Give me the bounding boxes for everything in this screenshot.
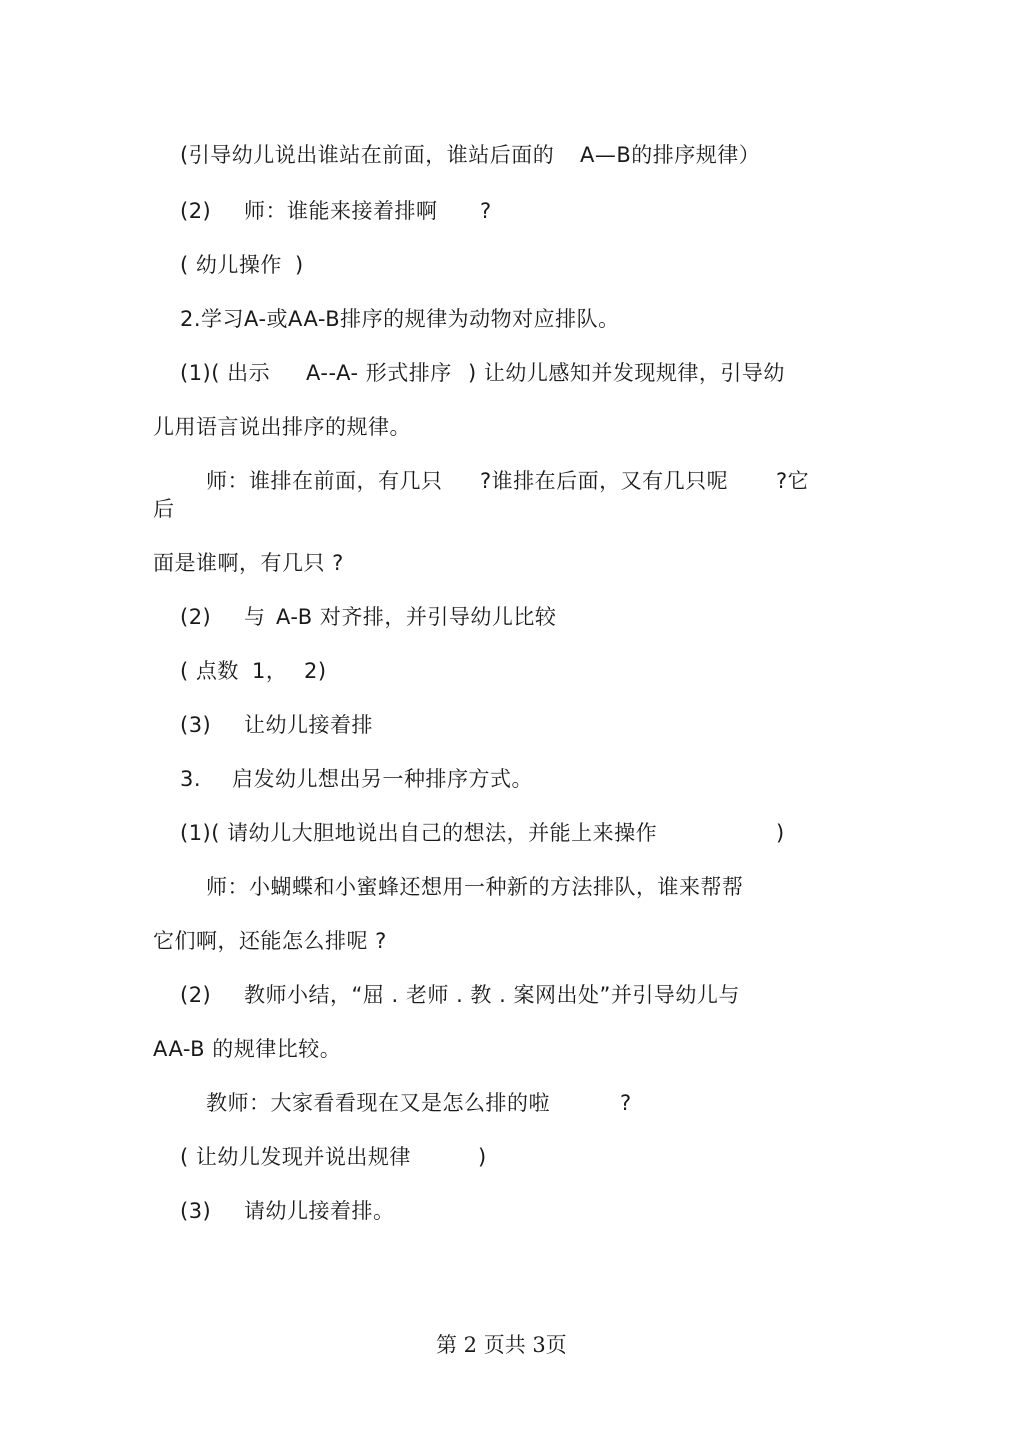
text-segment: 儿用语言说出排序的规律。 [153,415,411,439]
text-segment: ) [776,821,785,845]
text-segment: 它们啊，还能怎么排呢 ? [153,929,387,953]
text-segment: 3. [180,767,202,791]
text-segment: 教师小结，“屈 . 老师 . 教 . 案网出处”并引导幼儿与 [244,983,740,1007]
text-segment: ( 让幼儿发现并说出规律 [180,1145,411,1169]
text-segment: 面是谁啊，有几只 ? [153,551,344,575]
text-segment: 启发幼儿想出另一种排序方式。 [232,767,533,791]
text-segment: 与 [244,605,266,629]
text-segment: 2.学习A-或AA-B排序的规律为动物对应排队。 [180,307,620,331]
text-segment: ( 幼儿操作 [180,253,282,277]
text-segment: 请幼儿接着排。 [244,1199,395,1223]
text-segment: (1)( 出示 [180,361,271,385]
text-segment: 后 [153,497,175,521]
text-segment: ? [480,199,492,223]
text-segment: (2) [180,605,212,629]
text-segment: A--A- 形式排序 [306,361,452,385]
text-segment: (引导幼儿说出谁站在前面，谁站后面的 [180,143,555,167]
text-segment: ) [478,1145,487,1169]
text-segment: (1)( 请幼儿大胆地说出自己的想法，并能上来操作 [180,821,658,845]
text-segment: 师：谁排在前面，有几只 [206,469,443,493]
text-segment: A-B 对齐排，并引导幼儿比较 [276,605,557,629]
text-segment: 教师：大家看看现在又是怎么排的啦 [206,1091,550,1115]
text-segment: ( 点数 [180,659,239,683]
text-segment: (2) [180,983,212,1007]
text-segment: 2) [304,659,327,683]
text-segment: 1， [252,659,288,683]
text-segment: AA-B 的规律比较。 [153,1037,342,1061]
text-segment: 师：小蝴蝶和小蜜蜂还想用一种新的方法排队，谁来帮帮 [206,875,744,899]
text-segment: 让幼儿接着排 [244,713,373,737]
text-segment: (3) [180,713,212,737]
text-segment: (3) [180,1199,212,1223]
text-segment: ) 让幼儿感知并发现规律，引导幼 [468,361,785,385]
page-footer: 第 2 页共 3页 [436,1333,567,1357]
text-segment: ) [295,253,304,277]
text-segment: ?谁排在后面，又有几只呢 [480,469,729,493]
text-segment: A—B的排序规律） [580,143,761,167]
text-segment: ? [620,1091,632,1115]
text-segment: 师：谁能来接着排啊 [244,199,438,223]
text-segment: ?它 [776,469,810,493]
text-segment: (2) [180,199,212,223]
